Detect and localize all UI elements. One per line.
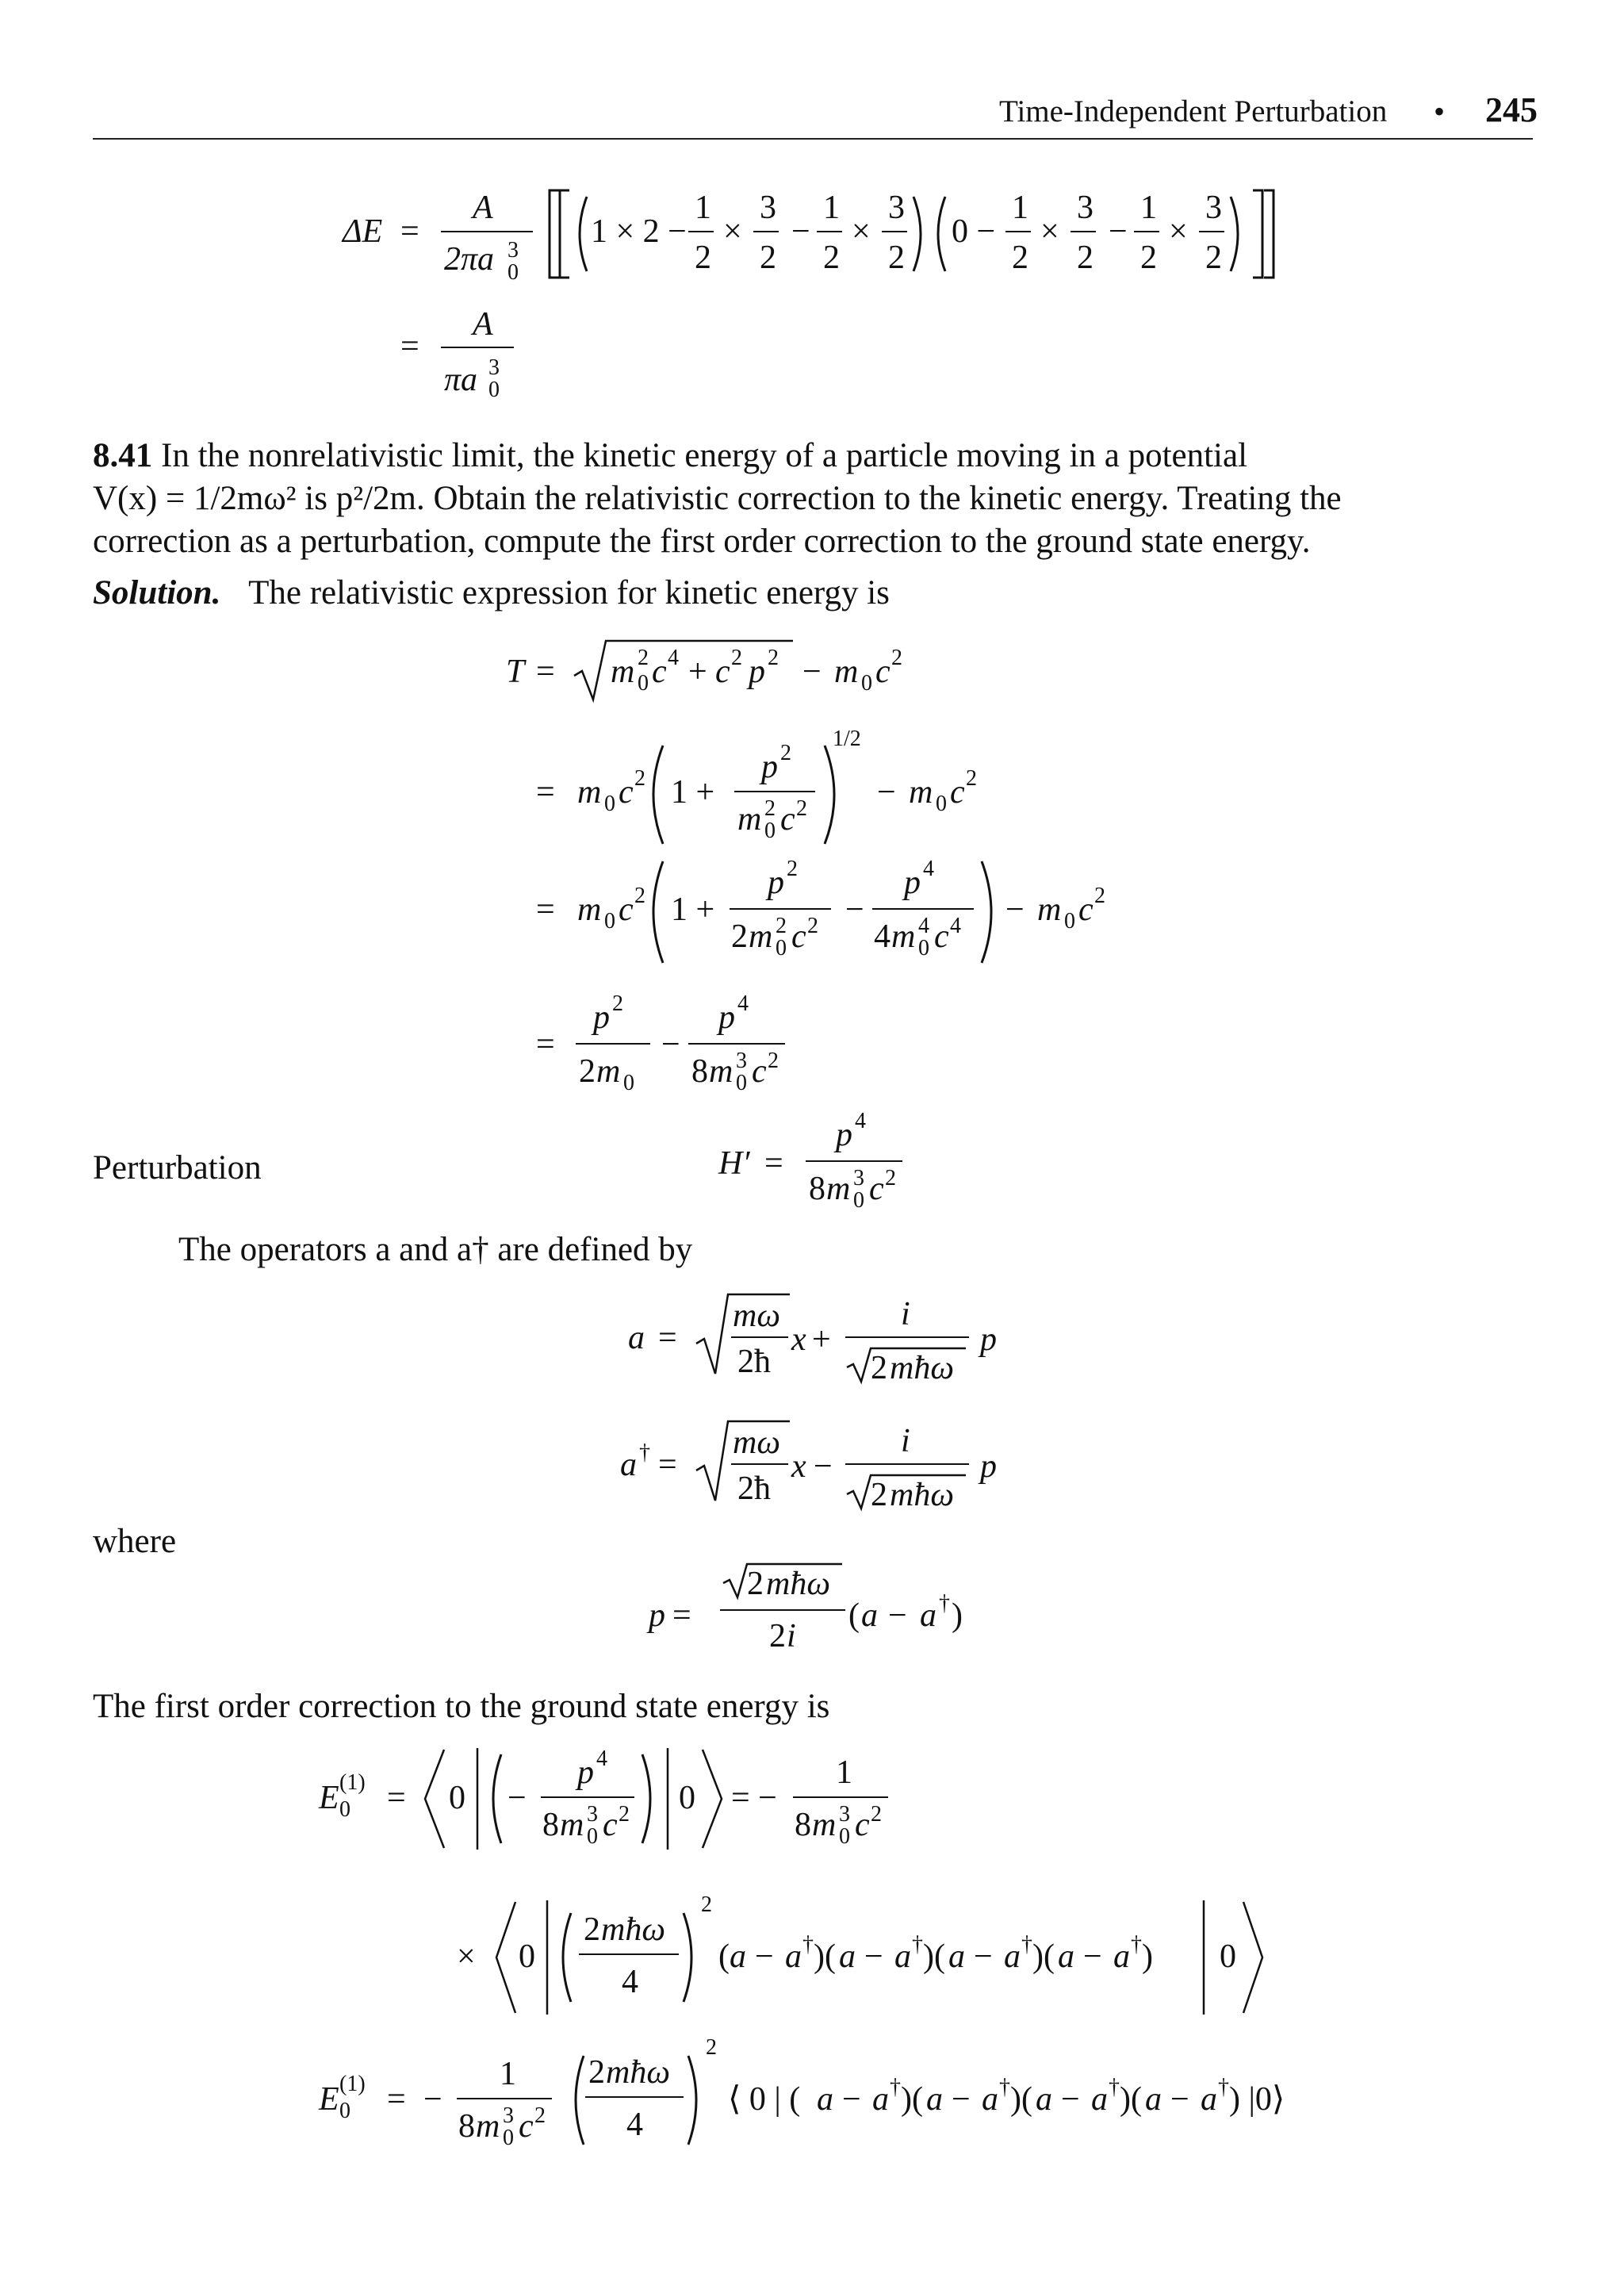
svg-text:a: a (1036, 2081, 1052, 2118)
svg-text:1: 1 (836, 1754, 852, 1791)
svg-text:=: = (658, 1320, 677, 1356)
delta-e-equation (0, 159, 1624, 420)
svg-text:(: ( (848, 1597, 860, 1634)
svg-text:†: † (1131, 1932, 1142, 1957)
svg-text:a: a (872, 2081, 889, 2118)
svg-text:2: 2 (584, 1911, 600, 1948)
svg-text:): ) (1142, 1938, 1153, 1975)
svg-text:0: 0 (638, 671, 649, 696)
svg-text:a: a (1113, 1938, 1130, 1975)
svg-text:ΔE: ΔE (343, 213, 383, 250)
solution-line (93, 572, 890, 615)
svg-text:2: 2 (871, 1802, 882, 1827)
svg-text:†: † (1109, 2075, 1120, 2099)
svg-text:3: 3 (503, 2103, 514, 2128)
svg-text:)(: )( (1120, 2081, 1142, 2118)
svg-text:0: 0 (853, 1188, 864, 1213)
svg-text:c: c (875, 654, 891, 690)
svg-text:1: 1 (823, 190, 840, 226)
svg-text:1: 1 (1140, 190, 1157, 226)
problem-number: 8.41 (93, 437, 153, 474)
svg-text:0: 0 (936, 792, 947, 816)
svg-text:2: 2 (871, 1350, 887, 1386)
svg-text:2: 2 (638, 646, 649, 670)
svg-text:−: − (842, 2081, 861, 2118)
svg-text:†: † (939, 1591, 950, 1616)
svg-text:−: − (661, 1026, 680, 1063)
svg-text:†: † (802, 1932, 814, 1957)
running-title: Time-Independent Perturbation (999, 94, 1388, 128)
svg-text:2: 2 (768, 1049, 779, 1073)
svg-text:8: 8 (458, 2108, 475, 2145)
svg-text:p: p (749, 654, 765, 690)
svg-text:=: = (658, 1447, 677, 1483)
svg-text:−: − (864, 1938, 883, 1975)
svg-text:p: p (836, 1117, 852, 1153)
problem-text-line1: In the nonrelativistic limit, the kinetic energy of a particle moving in a potential (161, 437, 1248, 474)
svg-text:×: × (852, 213, 871, 250)
svg-text:†: † (890, 2075, 901, 2099)
svg-text:a: a (861, 1597, 878, 1634)
svg-text:c: c (950, 774, 965, 811)
svg-text:2: 2 (747, 1566, 764, 1602)
svg-text:(: ( (718, 1938, 730, 1975)
svg-text:2: 2 (780, 741, 791, 765)
svg-text:2: 2 (966, 766, 977, 791)
svg-text:+: + (812, 1321, 831, 1358)
svg-text:m: m (909, 774, 933, 811)
svg-text:⟨ 0 | (: ⟨ 0 | ( (728, 2081, 801, 2118)
perturbation-label: Perturbation (93, 1149, 262, 1187)
svg-text:a: a (628, 1320, 645, 1356)
svg-text:a: a (1058, 1938, 1074, 1975)
svg-text:E: E (319, 1780, 339, 1816)
svg-text:4: 4 (622, 1964, 638, 2000)
svg-text:2ħ: 2ħ (737, 1470, 771, 1507)
svg-text:0: 0 (1220, 1938, 1236, 1975)
svg-text:mω: mω (733, 1298, 780, 1334)
svg-text:0: 0 (604, 909, 615, 934)
svg-text:8: 8 (691, 1053, 708, 1090)
svg-text:mω: mω (733, 1424, 780, 1461)
solution-intro: The relativistic expression for kinetic energy is (248, 574, 890, 612)
where-label: where (93, 1523, 177, 1560)
svg-text:2: 2 (634, 766, 645, 791)
svg-text:2πa: 2πa (444, 241, 495, 278)
svg-text:2: 2 (764, 796, 776, 821)
svg-text:2: 2 (1012, 240, 1028, 276)
svg-text:3: 3 (888, 190, 905, 226)
svg-text:×: × (723, 213, 742, 250)
svg-text:p: p (577, 1754, 594, 1791)
perturbation-equation (0, 1110, 1624, 1221)
svg-text:2: 2 (701, 1892, 712, 1917)
svg-text:2: 2 (885, 1166, 896, 1190)
svg-text:−: − (974, 1938, 993, 1975)
svg-text:4: 4 (874, 918, 891, 955)
svg-text:2: 2 (634, 884, 645, 908)
svg-text:−: − (952, 2081, 971, 2118)
svg-text:m: m (737, 801, 762, 838)
svg-text:0: 0 (339, 2099, 350, 2123)
svg-text:(1): (1) (339, 1770, 366, 1795)
svg-text:c: c (603, 1807, 618, 1843)
svg-text:0: 0 (679, 1780, 695, 1816)
svg-text:=: = (672, 1597, 691, 1634)
svg-text:m: m (596, 1053, 621, 1090)
svg-text:1 +: 1 + (671, 774, 715, 811)
svg-text:0: 0 (764, 819, 776, 843)
svg-text:0: 0 (623, 1071, 634, 1095)
svg-text:T: T (506, 654, 525, 690)
svg-text:a: a (620, 1447, 637, 1483)
svg-text:2: 2 (1205, 240, 1222, 276)
svg-text:(1): (1) (339, 2072, 366, 2096)
svg-text:1 × 2 −: 1 × 2 − (591, 213, 687, 250)
svg-text:a: a (926, 2081, 943, 2118)
svg-text:0: 0 (604, 792, 615, 816)
svg-text:2: 2 (823, 240, 840, 276)
svg-text:c: c (619, 891, 634, 928)
svg-text:p: p (761, 749, 778, 785)
svg-text:mħω: mħω (766, 1566, 830, 1602)
svg-text:1 +: 1 + (671, 891, 715, 928)
svg-text:=: = (536, 774, 555, 811)
svg-text:a: a (894, 1938, 911, 1975)
svg-text:a: a (839, 1938, 856, 1975)
svg-text:c: c (1078, 891, 1094, 928)
svg-text:0: 0 (519, 1938, 535, 1975)
svg-text:−: − (877, 774, 896, 811)
svg-text:2: 2 (760, 240, 776, 276)
svg-text:2: 2 (579, 1053, 596, 1090)
svg-text:c: c (652, 654, 667, 690)
svg-text:x: x (791, 1321, 806, 1358)
svg-text:2: 2 (534, 2103, 546, 2128)
svg-text:=: = (387, 2081, 406, 2118)
svg-text:2: 2 (588, 2054, 605, 2091)
svg-text:−: − (802, 654, 822, 690)
svg-text:†: † (1021, 1932, 1032, 1957)
svg-text:m: m (891, 918, 916, 955)
problem-text-line2: V(x) = 1/2mω² is p²/2m. Obtain the relativistic correction to the kinetic energy. Treating the (93, 480, 1342, 517)
svg-text:3: 3 (1205, 190, 1222, 226)
svg-text:−: − (1109, 213, 1128, 250)
svg-text:4: 4 (668, 646, 679, 670)
svg-text:4: 4 (950, 914, 961, 938)
svg-text:c: c (869, 1171, 884, 1207)
svg-text:−: − (508, 1780, 527, 1816)
svg-text:)(: )( (1032, 1938, 1055, 1975)
svg-text:+: + (688, 654, 707, 690)
svg-text:)(: )( (814, 1938, 836, 1975)
svg-text:i: i (787, 1618, 796, 1654)
svg-text:×: × (1169, 213, 1188, 250)
svg-text:−: − (1005, 891, 1025, 928)
svg-text:=: = (536, 891, 555, 928)
svg-text:1/2: 1/2 (833, 727, 861, 751)
svg-text:−: − (845, 891, 864, 928)
svg-text:a: a (1091, 2081, 1108, 2118)
svg-text:=: = (536, 1026, 555, 1063)
svg-text:2: 2 (768, 646, 779, 670)
kinetic-energy-derivation (0, 627, 1624, 1118)
svg-text:0: 0 (839, 1824, 850, 1849)
svg-text:1: 1 (500, 2056, 516, 2092)
svg-text:c: c (780, 801, 795, 838)
svg-text:2: 2 (769, 1618, 786, 1654)
svg-text:2: 2 (612, 991, 623, 1016)
svg-text:=: = (400, 328, 419, 365)
svg-text:0: 0 (776, 936, 787, 960)
svg-text:a: a (1145, 2081, 1162, 2118)
svg-text:−: − (888, 1597, 907, 1634)
svg-text:a: a (785, 1938, 802, 1975)
svg-text:2: 2 (731, 646, 742, 670)
operators-text: The operators a and a† are defined by (178, 1231, 693, 1268)
svg-text:m: m (1037, 891, 1062, 928)
header-rule (93, 138, 1533, 140)
svg-text:0: 0 (508, 260, 519, 285)
svg-text:2: 2 (1140, 240, 1157, 276)
svg-text:×: × (1040, 213, 1059, 250)
svg-text:p: p (649, 1597, 665, 1634)
svg-text:2: 2 (706, 2035, 717, 2060)
svg-text:8: 8 (809, 1171, 825, 1207)
svg-text:0: 0 (736, 1071, 747, 1095)
svg-text:0: 0 (339, 1797, 350, 1822)
svg-text:2: 2 (731, 918, 748, 955)
svg-text:0: 0 (503, 2126, 514, 2150)
svg-text:3: 3 (853, 1166, 864, 1190)
svg-text:3: 3 (736, 1049, 747, 1073)
svg-text:2: 2 (776, 914, 787, 938)
svg-text:p: p (980, 1321, 997, 1358)
svg-text:a: a (1004, 1938, 1021, 1975)
svg-text:i: i (901, 1296, 910, 1332)
svg-text:m: m (577, 891, 602, 928)
svg-text:mħω: mħω (890, 1350, 954, 1386)
svg-text:−: − (1170, 2081, 1189, 2118)
svg-text:−: − (755, 1938, 774, 1975)
svg-text:mħω: mħω (890, 1477, 954, 1513)
problem-statement (93, 435, 1533, 477)
svg-text:3: 3 (488, 355, 500, 380)
svg-text:m: m (749, 918, 773, 955)
svg-text:c: c (791, 918, 806, 955)
svg-text:8: 8 (795, 1807, 811, 1843)
svg-text:0: 0 (587, 1824, 598, 1849)
svg-text:= −: = − (731, 1780, 777, 1816)
svg-text:=: = (400, 213, 419, 250)
svg-text:2: 2 (891, 646, 902, 670)
svg-text:−: − (814, 1448, 833, 1485)
svg-text:2: 2 (695, 240, 711, 276)
svg-text:0: 0 (861, 671, 872, 696)
svg-text:0: 0 (1064, 909, 1075, 934)
svg-text:4: 4 (855, 1110, 866, 1133)
svg-text:m: m (812, 1807, 837, 1843)
momentum-equation (0, 1555, 1624, 1673)
svg-text:1: 1 (1012, 190, 1028, 226)
svg-text:)(: )( (901, 2081, 923, 2118)
svg-text:c: c (934, 918, 949, 955)
svg-text:4: 4 (737, 991, 749, 1016)
problem-text-line3: correction as a perturbation, compute the first order correction to the ground state energy. (93, 523, 1311, 560)
svg-text:x: x (791, 1448, 806, 1485)
svg-text:4: 4 (596, 1746, 607, 1771)
first-order-text: The first order correction to the ground state energy is (93, 1688, 830, 1725)
svg-text:2ħ: 2ħ (737, 1344, 771, 1380)
svg-text:2: 2 (888, 240, 905, 276)
svg-text:2: 2 (807, 914, 818, 938)
svg-text:−: − (423, 2081, 442, 2118)
svg-text:3: 3 (508, 238, 519, 263)
page-number: 245 (1485, 90, 1538, 129)
svg-text:m: m (577, 774, 602, 811)
svg-text:1: 1 (695, 190, 711, 226)
solution-label: Solution. (93, 574, 221, 612)
svg-text:c: c (619, 774, 634, 811)
svg-text:)(: )( (1010, 2081, 1032, 2118)
svg-text:†: † (639, 1440, 650, 1465)
svg-text:mħω: mħω (601, 1911, 665, 1948)
svg-text:p: p (593, 999, 610, 1036)
svg-text:m: m (826, 1171, 851, 1207)
svg-text:4: 4 (923, 857, 934, 881)
svg-text:2: 2 (1094, 884, 1105, 908)
svg-text:=: = (764, 1145, 783, 1182)
svg-text:A: A (473, 190, 493, 226)
svg-text:c: c (519, 2108, 534, 2145)
svg-text:×: × (457, 1938, 476, 1975)
svg-text:3: 3 (1077, 190, 1094, 226)
svg-text:0: 0 (918, 936, 929, 960)
svg-text:c: c (855, 1807, 870, 1843)
svg-text:m: m (611, 654, 635, 690)
svg-text:p: p (980, 1448, 997, 1485)
svg-text:m: m (560, 1807, 584, 1843)
ladder-operator-definitions (0, 1285, 1624, 1523)
svg-text:): ) (952, 1597, 963, 1634)
energy-correction-equations (0, 1737, 1624, 2165)
svg-text:−: − (1061, 2081, 1080, 2118)
svg-text:3: 3 (587, 1802, 598, 1827)
svg-text:m: m (476, 2108, 500, 2145)
svg-text:a: a (730, 1938, 746, 1975)
svg-text:p: p (904, 865, 921, 901)
svg-text:c: c (752, 1053, 767, 1090)
svg-text:†: † (1218, 2075, 1229, 2099)
svg-text:c: c (715, 654, 730, 690)
svg-text:m: m (834, 654, 859, 690)
svg-text:πa: πa (444, 362, 478, 398)
svg-text:p: p (768, 865, 784, 901)
svg-text:2: 2 (1077, 240, 1094, 276)
svg-text:)(: )( (923, 1938, 945, 1975)
svg-text:†: † (999, 2075, 1010, 2099)
svg-text:4: 4 (918, 914, 929, 938)
svg-text:3: 3 (839, 1802, 850, 1827)
svg-text:A: A (473, 306, 493, 343)
svg-text:−: − (791, 213, 810, 250)
svg-text:=: = (536, 654, 555, 690)
svg-text:a: a (948, 1938, 965, 1975)
svg-text:p: p (718, 999, 735, 1036)
svg-text:) |0⟩: ) |0⟩ (1229, 2081, 1285, 2118)
svg-text:mħω: mħω (606, 2054, 670, 2091)
svg-text:=: = (387, 1780, 406, 1816)
svg-text:0: 0 (449, 1780, 465, 1816)
svg-text:a: a (920, 1597, 936, 1634)
svg-text:0 −: 0 − (952, 213, 996, 250)
svg-text:−: − (1083, 1938, 1102, 1975)
svg-text:2: 2 (871, 1477, 887, 1513)
svg-text:4: 4 (626, 2107, 643, 2143)
svg-text:a: a (817, 2081, 833, 2118)
svg-text:a: a (1201, 2081, 1217, 2118)
svg-text:3: 3 (760, 190, 776, 226)
svg-text:m: m (709, 1053, 733, 1090)
svg-text:i: i (901, 1423, 910, 1459)
svg-text:†: † (912, 1932, 923, 1957)
svg-text:2: 2 (619, 1802, 630, 1827)
svg-text:2: 2 (796, 796, 807, 821)
svg-text:a: a (982, 2081, 998, 2118)
svg-text:2: 2 (787, 857, 798, 881)
svg-text:H′: H′ (718, 1145, 750, 1182)
svg-text:8: 8 (542, 1807, 559, 1843)
svg-text:E: E (319, 2081, 339, 2118)
header-bullet: • (1434, 94, 1446, 129)
svg-text:0: 0 (488, 378, 500, 402)
